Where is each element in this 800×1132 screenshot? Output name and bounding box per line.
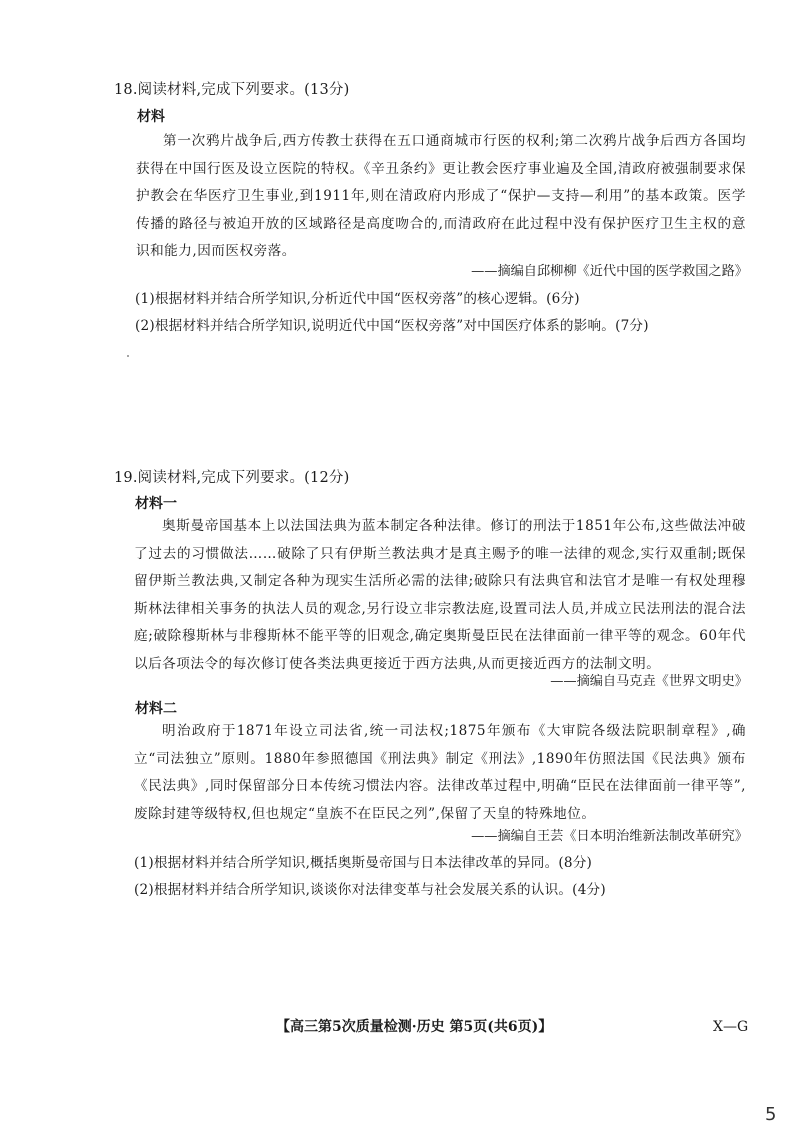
q18-subquestion-1: (1)根据材料并结合所学知识,分析近代中国“医权旁落”的核心逻辑。(6分) — [135, 291, 580, 307]
q19-material1-label: 材料一 — [135, 496, 177, 512]
q19-material2-label: 材料二 — [135, 701, 177, 717]
q18-material-label: 材料 — [137, 109, 165, 125]
q18-title: 18.阅读材料,完成下列要求。(13分) — [114, 82, 350, 98]
q19-title: 19.阅读材料,完成下列要求。(12分) — [114, 470, 350, 486]
q19-material2-paragraph: 明治政府于1871年设立司法省,统一司法权;1875年颁布《大审院各级法院职制章程》,确立“司法独立”原则。1880年参照德国《刑法典》制定《刑法》,1890年仿照法国《民法典》颁布《民法典》,同时保留部分日本传统习惯法内容。法律改革过程中,明确“臣民在法律面前一律平等”,废除封建等级特权,但也规定“皇族不在臣民之列”,保留了天皇的特殊地位。 — [134, 723, 746, 822]
q19-material1-source: ——摘编自马克垚《世界文明史》 — [550, 674, 748, 689]
footer-title: 【高三第5次质量检测·历史 第5页(共6页)】 — [276, 1019, 553, 1035]
q19-material2-source: ——摘编自王芸《日本明治维新法制改革研究》 — [471, 829, 748, 844]
q18-subquestion-2: (2)根据材料并结合所学知识,说明近代中国“医权旁落”对中国医疗体系的影响。(7分) — [135, 318, 649, 334]
q18-material-paragraph: 第一次鸦片战争后,西方传教士获得在五口通商城市行医的权利;第二次鸦片战争后西方各国均获得在中国行医及设立医院的特权。《辛丑条约》更让教会医疗事业遍及全国,清政府被强制要求保护教会在华医疗卫生事业,到1911年,则在清政府内形成了“保护—支持—利用”的基本政策。医学传播的路径与被迫开放的区域路径是高度吻合的,而清政府在此过程中没有保护医疗卫生主权的意识和能力,因而医权旁落。 — [136, 133, 746, 260]
footer-code: X—G — [713, 1019, 749, 1035]
speck-mark — [127, 355, 129, 357]
q19-material1-paragraph: 奥斯曼帝国基本上以法国法典为蓝本制定各种法律。修订的刑法于1851年公布,这些做法冲破了过去的习惯做法……破除了只有伊斯兰教法典才是真主赐予的唯一法律的观念,实行双重制;既保留伊斯兰教法典,又制定各种为现实生活所必需的法律;破除只有法典官和法官才是唯一有权处理穆斯林法律相关事务的执法人员的观念,另行设立非宗教法庭,设置司法人员,并成立民法刑法的混合法庭;破除穆斯林与非穆斯林不能平等的旧观念,确定奥斯曼臣民在法律面前一律平等的观念。60年代以后各项法令的每次修订使各类法典更接近于西方法典,从而更接近西方的法制文明。 — [134, 518, 746, 672]
q19-subquestion-2: (2)根据材料并结合所学知识,谈谈你对法律变革与社会发展关系的认识。(4分) — [134, 882, 606, 898]
page-number: 5 — [765, 1104, 777, 1125]
q18-source: ——摘编自邱柳柳《近代中国的医学救国之路》 — [471, 264, 748, 279]
q19-subquestion-1: (1)根据材料并结合所学知识,概括奥斯曼帝国与日本法律改革的异同。(8分) — [134, 855, 593, 871]
